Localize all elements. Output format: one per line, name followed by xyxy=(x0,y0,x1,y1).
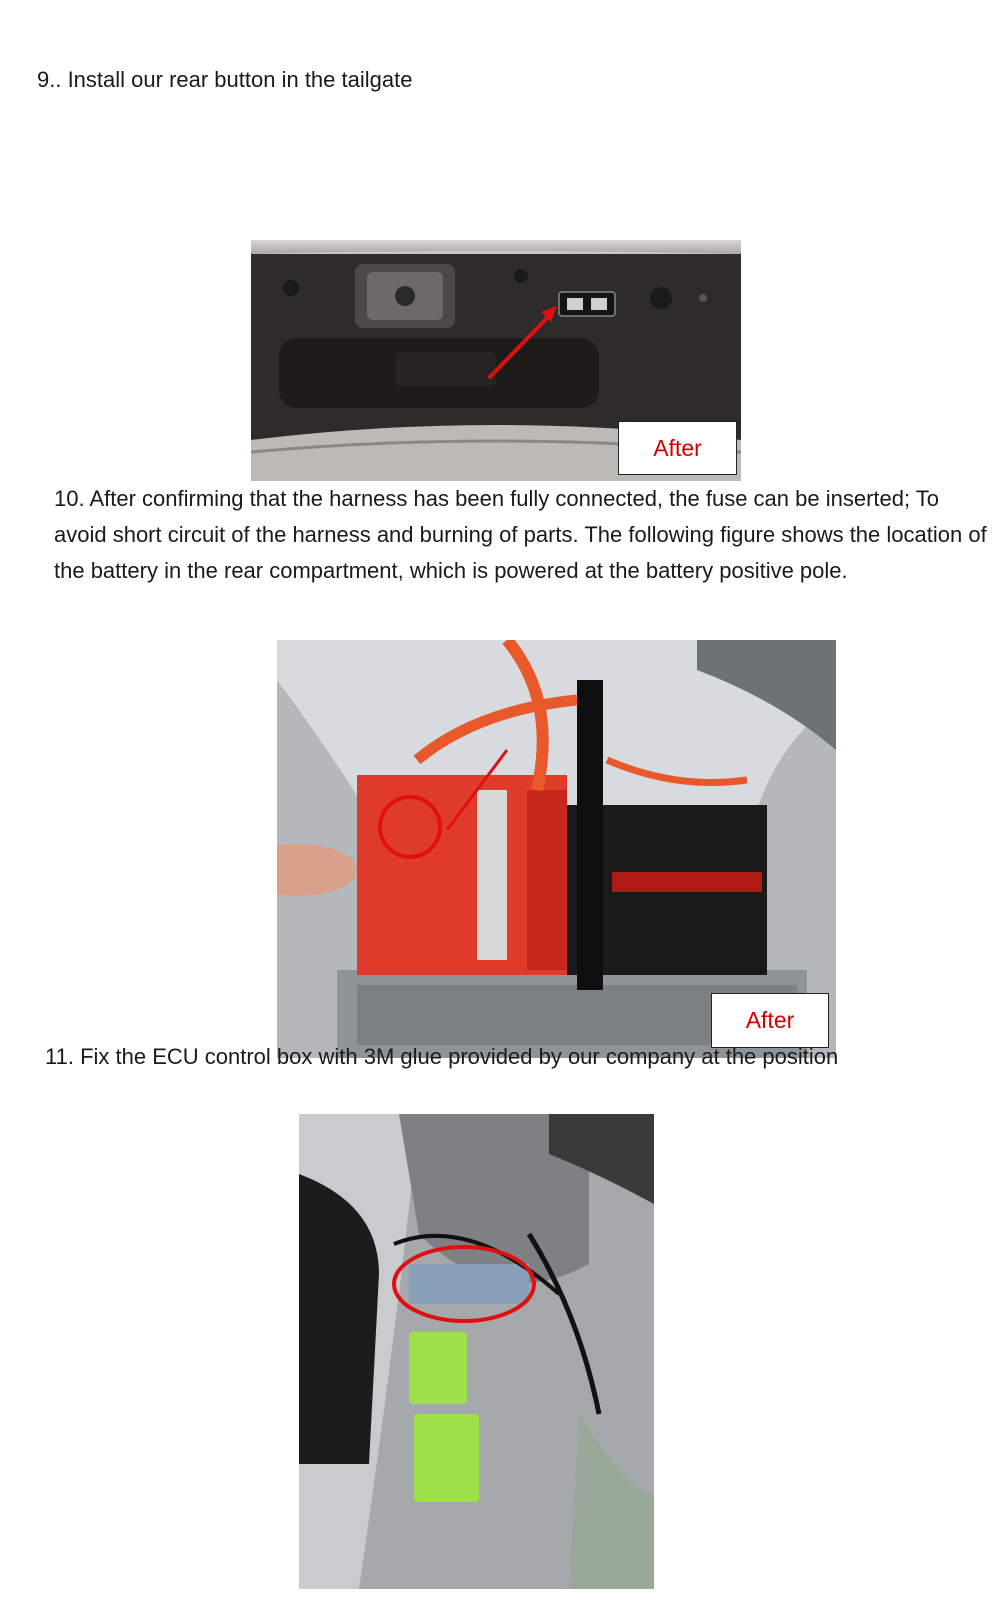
after-label-2: After xyxy=(711,993,829,1048)
after-label-1: After xyxy=(618,421,737,475)
step-11-text: 11. Fix the ECU control box with 3M glue provided by our company at the position xyxy=(45,1044,839,1069)
step-10-text: 10. After confirming that the harness has been fully connected, the fuse can be inserted; To avoid short circuit of the harness and burning of parts. The following figure shows the location of the battery in the rear compartment, which is powered at the battery positive pole. xyxy=(54,486,987,583)
ecu-position-photo xyxy=(299,1114,654,1589)
step-9-text: 9.. Install our rear button in the tailgate xyxy=(37,67,413,92)
